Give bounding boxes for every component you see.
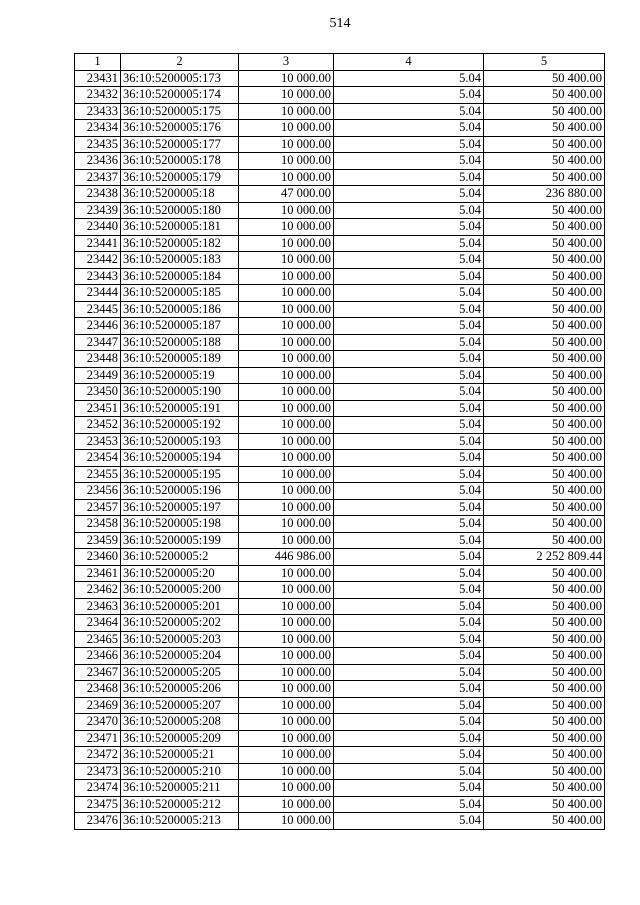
row-number-cell: 23462 (75, 582, 121, 599)
area-cell: 47 000.00 (239, 186, 334, 203)
rate-cell: 5.04 (334, 747, 484, 764)
value-cell: 50 400.00 (484, 70, 605, 87)
rate-cell: 5.04 (334, 648, 484, 665)
rate-cell: 5.04 (334, 268, 484, 285)
area-cell: 10 000.00 (239, 598, 334, 615)
rate-cell: 5.04 (334, 582, 484, 599)
area-cell: 10 000.00 (239, 499, 334, 516)
value-cell: 50 400.00 (484, 219, 605, 236)
value-cell: 50 400.00 (484, 780, 605, 797)
value-cell: 50 400.00 (484, 202, 605, 219)
row-number-cell: 23452 (75, 417, 121, 434)
rate-cell: 5.04 (334, 202, 484, 219)
value-cell: 50 400.00 (484, 120, 605, 137)
rate-cell: 5.04 (334, 483, 484, 500)
cadastral-number-cell: 36:10:5200005:208 (121, 714, 239, 731)
table-row (75, 796, 605, 813)
area-cell: 10 000.00 (239, 153, 334, 170)
rate-cell: 5.04 (334, 598, 484, 615)
value-cell: 50 400.00 (484, 334, 605, 351)
row-number-cell: 23457 (75, 499, 121, 516)
cadastral-number-cell: 36:10:5200005:188 (121, 334, 239, 351)
row-number-cell: 23431 (75, 70, 121, 87)
row-number-cell: 23436 (75, 153, 121, 170)
row-number-cell: 23434 (75, 120, 121, 137)
cadastral-number-cell: 36:10:5200005:198 (121, 516, 239, 533)
rate-cell: 5.04 (334, 549, 484, 566)
table-row (75, 70, 605, 87)
table-row (75, 813, 605, 830)
cadastral-number-cell: 36:10:5200005:21 (121, 747, 239, 764)
rate-cell: 5.04 (334, 400, 484, 417)
rate-cell: 5.04 (334, 631, 484, 648)
cadastral-number-cell: 36:10:5200005:174 (121, 87, 239, 104)
row-number-cell: 23472 (75, 747, 121, 764)
header-row (75, 54, 605, 71)
row-number-cell: 23454 (75, 450, 121, 467)
cadastral-number-cell: 36:10:5200005:189 (121, 351, 239, 368)
cadastral-number-cell: 36:10:5200005:2 (121, 549, 239, 566)
value-cell: 50 400.00 (484, 318, 605, 335)
value-cell: 50 400.00 (484, 450, 605, 467)
table-row (75, 648, 605, 665)
area-cell: 10 000.00 (239, 87, 334, 104)
row-number-cell: 23469 (75, 697, 121, 714)
area-cell: 10 000.00 (239, 235, 334, 252)
cadastral-number-cell: 36:10:5200005:185 (121, 285, 239, 302)
row-number-cell: 23448 (75, 351, 121, 368)
area-cell: 10 000.00 (239, 433, 334, 450)
cadastral-number-cell: 36:10:5200005:201 (121, 598, 239, 615)
area-cell: 10 000.00 (239, 120, 334, 137)
area-cell: 446 986.00 (239, 549, 334, 566)
value-cell: 50 400.00 (484, 252, 605, 269)
cadastral-number-cell: 36:10:5200005:213 (121, 813, 239, 830)
cadastral-number-cell: 36:10:5200005:186 (121, 301, 239, 318)
value-cell: 50 400.00 (484, 747, 605, 764)
area-cell: 10 000.00 (239, 664, 334, 681)
table-row (75, 235, 605, 252)
rate-cell: 5.04 (334, 318, 484, 335)
value-cell: 50 400.00 (484, 532, 605, 549)
table-body (75, 70, 605, 829)
value-cell: 50 400.00 (484, 681, 605, 698)
row-number-cell: 23468 (75, 681, 121, 698)
value-cell: 50 400.00 (484, 301, 605, 318)
cadastral-number-cell: 36:10:5200005:19 (121, 367, 239, 384)
rate-cell: 5.04 (334, 87, 484, 104)
table-row (75, 417, 605, 434)
rate-cell: 5.04 (334, 763, 484, 780)
area-cell: 10 000.00 (239, 70, 334, 87)
cadastral-number-cell: 36:10:5200005:183 (121, 252, 239, 269)
rate-cell: 5.04 (334, 417, 484, 434)
cadastral-number-cell: 36:10:5200005:210 (121, 763, 239, 780)
table-row (75, 780, 605, 797)
row-number-cell: 23451 (75, 400, 121, 417)
value-cell: 50 400.00 (484, 631, 605, 648)
rate-cell: 5.04 (334, 169, 484, 186)
row-number-cell: 23475 (75, 796, 121, 813)
table-row (75, 582, 605, 599)
row-number-cell: 23474 (75, 780, 121, 797)
value-cell: 50 400.00 (484, 384, 605, 401)
cadastral-number-cell: 36:10:5200005:211 (121, 780, 239, 797)
rate-cell: 5.04 (334, 186, 484, 203)
row-number-cell: 23446 (75, 318, 121, 335)
rate-cell: 5.04 (334, 235, 484, 252)
rate-cell: 5.04 (334, 780, 484, 797)
column-header-4: 4 (334, 54, 484, 71)
table-row (75, 103, 605, 120)
cadastral-number-cell: 36:10:5200005:199 (121, 532, 239, 549)
area-cell: 10 000.00 (239, 582, 334, 599)
table-row (75, 450, 605, 467)
area-cell: 10 000.00 (239, 697, 334, 714)
table-row (75, 681, 605, 698)
row-number-cell: 23467 (75, 664, 121, 681)
cadastral-number-cell: 36:10:5200005:177 (121, 136, 239, 153)
value-cell: 50 400.00 (484, 730, 605, 747)
cadastral-number-cell: 36:10:5200005:191 (121, 400, 239, 417)
row-number-cell: 23453 (75, 433, 121, 450)
value-cell: 50 400.00 (484, 400, 605, 417)
row-number-cell: 23458 (75, 516, 121, 533)
area-cell: 10 000.00 (239, 301, 334, 318)
cadastral-number-cell: 36:10:5200005:200 (121, 582, 239, 599)
value-cell: 50 400.00 (484, 285, 605, 302)
area-cell: 10 000.00 (239, 631, 334, 648)
value-cell: 50 400.00 (484, 235, 605, 252)
rate-cell: 5.04 (334, 219, 484, 236)
rate-cell: 5.04 (334, 450, 484, 467)
value-cell: 50 400.00 (484, 466, 605, 483)
rate-cell: 5.04 (334, 70, 484, 87)
table-row (75, 169, 605, 186)
row-number-cell: 23439 (75, 202, 121, 219)
cadastral-number-cell: 36:10:5200005:18 (121, 186, 239, 203)
value-cell: 50 400.00 (484, 417, 605, 434)
value-cell: 50 400.00 (484, 87, 605, 104)
row-number-cell: 23464 (75, 615, 121, 632)
cadastral-number-cell: 36:10:5200005:184 (121, 268, 239, 285)
row-number-cell: 23441 (75, 235, 121, 252)
row-number-cell: 23450 (75, 384, 121, 401)
row-number-cell: 23443 (75, 268, 121, 285)
rate-cell: 5.04 (334, 813, 484, 830)
table-row (75, 730, 605, 747)
cadastral-number-cell: 36:10:5200005:207 (121, 697, 239, 714)
cadastral-number-cell: 36:10:5200005:204 (121, 648, 239, 665)
cadastral-number-cell: 36:10:5200005:192 (121, 417, 239, 434)
table-row (75, 301, 605, 318)
area-cell: 10 000.00 (239, 532, 334, 549)
table-row (75, 532, 605, 549)
rate-cell: 5.04 (334, 730, 484, 747)
area-cell: 10 000.00 (239, 747, 334, 764)
row-number-cell: 23435 (75, 136, 121, 153)
area-cell: 10 000.00 (239, 813, 334, 830)
cadastral-number-cell: 36:10:5200005:195 (121, 466, 239, 483)
cadastral-number-cell: 36:10:5200005:205 (121, 664, 239, 681)
table-row (75, 697, 605, 714)
cadastral-number-cell: 36:10:5200005:20 (121, 565, 239, 582)
table-row (75, 87, 605, 104)
row-number-cell: 23470 (75, 714, 121, 731)
cadastral-number-cell: 36:10:5200005:202 (121, 615, 239, 632)
rate-cell: 5.04 (334, 153, 484, 170)
rate-cell: 5.04 (334, 433, 484, 450)
row-number-cell: 23471 (75, 730, 121, 747)
rate-cell: 5.04 (334, 499, 484, 516)
cadastral-number-cell: 36:10:5200005:194 (121, 450, 239, 467)
table-row (75, 763, 605, 780)
value-cell: 50 400.00 (484, 136, 605, 153)
area-cell: 10 000.00 (239, 285, 334, 302)
value-cell: 236 880.00 (484, 186, 605, 203)
cadastral-number-cell: 36:10:5200005:187 (121, 318, 239, 335)
column-header-5: 5 (484, 54, 605, 71)
row-number-cell: 23433 (75, 103, 121, 120)
value-cell: 50 400.00 (484, 351, 605, 368)
row-number-cell: 23437 (75, 169, 121, 186)
value-cell: 50 400.00 (484, 367, 605, 384)
table-row (75, 549, 605, 566)
table-row (75, 219, 605, 236)
rate-cell: 5.04 (334, 367, 484, 384)
value-cell: 50 400.00 (484, 615, 605, 632)
cadastral-number-cell: 36:10:5200005:181 (121, 219, 239, 236)
rate-cell: 5.04 (334, 615, 484, 632)
cadastral-number-cell: 36:10:5200005:180 (121, 202, 239, 219)
row-number-cell: 23432 (75, 87, 121, 104)
value-cell: 50 400.00 (484, 714, 605, 731)
table-row (75, 466, 605, 483)
value-cell: 50 400.00 (484, 582, 605, 599)
value-cell: 50 400.00 (484, 103, 605, 120)
row-number-cell: 23476 (75, 813, 121, 830)
rate-cell: 5.04 (334, 301, 484, 318)
area-cell: 10 000.00 (239, 384, 334, 401)
row-number-cell: 23442 (75, 252, 121, 269)
rate-cell: 5.04 (334, 516, 484, 533)
area-cell: 10 000.00 (239, 417, 334, 434)
table-row (75, 285, 605, 302)
value-cell: 50 400.00 (484, 499, 605, 516)
value-cell: 50 400.00 (484, 813, 605, 830)
area-cell: 10 000.00 (239, 565, 334, 582)
cadastral-number-cell: 36:10:5200005:175 (121, 103, 239, 120)
cadastral-number-cell: 36:10:5200005:212 (121, 796, 239, 813)
value-cell: 2 252 809.44 (484, 549, 605, 566)
table-row (75, 598, 605, 615)
table-row (75, 153, 605, 170)
row-number-cell: 23466 (75, 648, 121, 665)
cadastral-number-cell: 36:10:5200005:176 (121, 120, 239, 137)
row-number-cell: 23465 (75, 631, 121, 648)
row-number-cell: 23463 (75, 598, 121, 615)
area-cell: 10 000.00 (239, 730, 334, 747)
row-number-cell: 23455 (75, 466, 121, 483)
table-row (75, 714, 605, 731)
value-cell: 50 400.00 (484, 565, 605, 582)
rate-cell: 5.04 (334, 136, 484, 153)
cadastral-number-cell: 36:10:5200005:196 (121, 483, 239, 500)
cadastral-number-cell: 36:10:5200005:193 (121, 433, 239, 450)
cadastral-number-cell: 36:10:5200005:179 (121, 169, 239, 186)
page-number: 514 (329, 16, 351, 31)
cadastral-number-cell: 36:10:5200005:190 (121, 384, 239, 401)
rate-cell: 5.04 (334, 103, 484, 120)
area-cell: 10 000.00 (239, 483, 334, 500)
value-cell: 50 400.00 (484, 268, 605, 285)
rate-cell: 5.04 (334, 532, 484, 549)
table-row (75, 565, 605, 582)
row-number-cell: 23438 (75, 186, 121, 203)
row-number-cell: 23449 (75, 367, 121, 384)
value-cell: 50 400.00 (484, 433, 605, 450)
table-row (75, 400, 605, 417)
table-row (75, 334, 605, 351)
row-number-cell: 23459 (75, 532, 121, 549)
row-number-cell: 23473 (75, 763, 121, 780)
cadastral-number-cell: 36:10:5200005:173 (121, 70, 239, 87)
area-cell: 10 000.00 (239, 136, 334, 153)
column-header-3: 3 (239, 54, 334, 71)
cadastral-number-cell: 36:10:5200005:182 (121, 235, 239, 252)
value-cell: 50 400.00 (484, 169, 605, 186)
table-row (75, 252, 605, 269)
value-cell: 50 400.00 (484, 598, 605, 615)
area-cell: 10 000.00 (239, 796, 334, 813)
table-row (75, 433, 605, 450)
area-cell: 10 000.00 (239, 103, 334, 120)
area-cell: 10 000.00 (239, 219, 334, 236)
registry-table (74, 53, 605, 830)
area-cell: 10 000.00 (239, 202, 334, 219)
table-row (75, 499, 605, 516)
area-cell: 10 000.00 (239, 516, 334, 533)
rate-cell: 5.04 (334, 384, 484, 401)
cadastral-number-cell: 36:10:5200005:209 (121, 730, 239, 747)
value-cell: 50 400.00 (484, 796, 605, 813)
area-cell: 10 000.00 (239, 334, 334, 351)
area-cell: 10 000.00 (239, 252, 334, 269)
table-row (75, 664, 605, 681)
value-cell: 50 400.00 (484, 648, 605, 665)
table-row (75, 120, 605, 137)
row-number-cell: 23445 (75, 301, 121, 318)
table-row (75, 186, 605, 203)
area-cell: 10 000.00 (239, 466, 334, 483)
rate-cell: 5.04 (334, 252, 484, 269)
table-row (75, 615, 605, 632)
column-header-1: 1 (75, 54, 121, 71)
area-cell: 10 000.00 (239, 367, 334, 384)
table-row (75, 367, 605, 384)
column-header-2: 2 (121, 54, 239, 71)
rate-cell: 5.04 (334, 796, 484, 813)
rate-cell: 5.04 (334, 565, 484, 582)
table-row (75, 136, 605, 153)
table-row (75, 351, 605, 368)
value-cell: 50 400.00 (484, 763, 605, 780)
table-row (75, 384, 605, 401)
table-row (75, 747, 605, 764)
table-row (75, 483, 605, 500)
table-header (75, 54, 605, 71)
value-cell: 50 400.00 (484, 153, 605, 170)
value-cell: 50 400.00 (484, 516, 605, 533)
table-row (75, 268, 605, 285)
cadastral-number-cell: 36:10:5200005:206 (121, 681, 239, 698)
area-cell: 10 000.00 (239, 681, 334, 698)
area-cell: 10 000.00 (239, 648, 334, 665)
cadastral-number-cell: 36:10:5200005:203 (121, 631, 239, 648)
rate-cell: 5.04 (334, 681, 484, 698)
area-cell: 10 000.00 (239, 351, 334, 368)
value-cell: 50 400.00 (484, 697, 605, 714)
cadastral-number-cell: 36:10:5200005:197 (121, 499, 239, 516)
row-number-cell: 23456 (75, 483, 121, 500)
rate-cell: 5.04 (334, 334, 484, 351)
table-row (75, 202, 605, 219)
area-cell: 10 000.00 (239, 318, 334, 335)
area-cell: 10 000.00 (239, 450, 334, 467)
area-cell: 10 000.00 (239, 763, 334, 780)
area-cell: 10 000.00 (239, 714, 334, 731)
row-number-cell: 23440 (75, 219, 121, 236)
row-number-cell: 23460 (75, 549, 121, 566)
area-cell: 10 000.00 (239, 169, 334, 186)
rate-cell: 5.04 (334, 466, 484, 483)
rate-cell: 5.04 (334, 120, 484, 137)
area-cell: 10 000.00 (239, 615, 334, 632)
row-number-cell: 23444 (75, 285, 121, 302)
rate-cell: 5.04 (334, 664, 484, 681)
table-row (75, 318, 605, 335)
area-cell: 10 000.00 (239, 780, 334, 797)
table-row (75, 516, 605, 533)
row-number-cell: 23461 (75, 565, 121, 582)
rate-cell: 5.04 (334, 697, 484, 714)
area-cell: 10 000.00 (239, 268, 334, 285)
area-cell: 10 000.00 (239, 400, 334, 417)
rate-cell: 5.04 (334, 285, 484, 302)
value-cell: 50 400.00 (484, 664, 605, 681)
row-number-cell: 23447 (75, 334, 121, 351)
table-row (75, 631, 605, 648)
rate-cell: 5.04 (334, 351, 484, 368)
cadastral-number-cell: 36:10:5200005:178 (121, 153, 239, 170)
rate-cell: 5.04 (334, 714, 484, 731)
value-cell: 50 400.00 (484, 483, 605, 500)
